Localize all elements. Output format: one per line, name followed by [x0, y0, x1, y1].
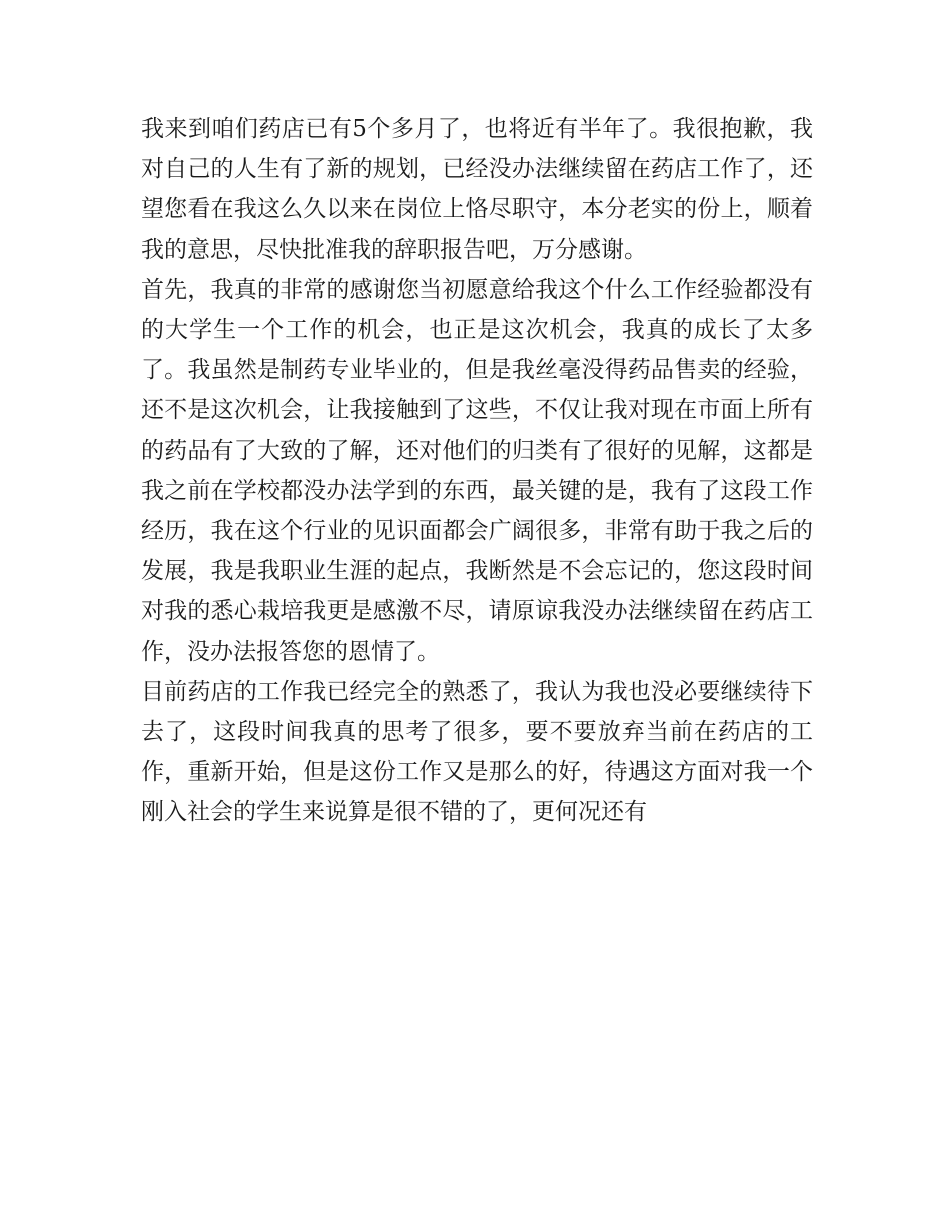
paragraph-intro: 我来到咱们药店已有5个多月了，也将近有半年了。我很抱歉，我对自己的人生有了新的规划，已经没办法继续留在药店工作了，还望您看在我这么久以来在岗位上恪尽职守，本分老实的份上，顺着我的意思，尽快批准我的辞职报告吧，万分感谢。 — [141, 116, 813, 263]
document-body — [141, 109, 813, 833]
paragraph-current-work: 目前药店的工作我已经完全的熟悉了，我认为我也没必要继续待下去了，这段时间我真的思考了很多，要不要放弃当前在药店的工作，重新开始，但是这份工作又是那么的好，待遇这方面对我一个刚入社会的学生来说算是很不错的了，更何况还有 — [141, 678, 813, 826]
paragraph-gratitude: 首先，我真的非常的感谢您当初愿意给我这个什么工作经验都没有的大学生一个工作的机会，也正是这次机会，我真的成长了太多了。我虽然是制药专业毕业的，但是我丝毫没得药品售卖的经验，还不是这次机会，让我接触到了这些，不仅让我对现在市面上所有的药品有了大致的了解，还对他们的归类有了很好的见解，这都是我之前在学校都没办法学到的东西，最关键的是，我有了这段工作经历，我在这个行业的见识面都会广阔很多，非常有助于我之后的发展，我是我职业生涯的起点，我断然是不会忘记的，您这段时间对我的悉心栽培我更是感激不尽，请原谅我没办法继续留在药店工作，没办法报答您的恩情了。 — [141, 276, 813, 665]
